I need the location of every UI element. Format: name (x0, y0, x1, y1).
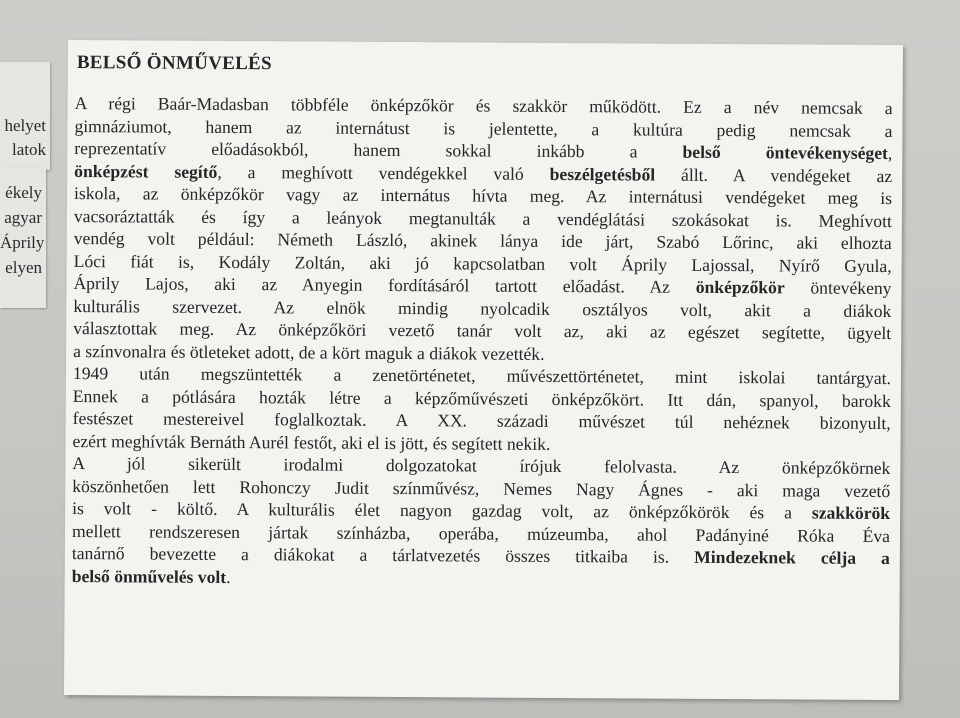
clipping-text-fragment: elyen (5, 258, 42, 277)
text-segment: Ennek a pótlására hozták létre a képzőművészeti önképzőkört. Itt dán, spanyol, barokk (72, 385, 891, 411)
text-segment: választottak meg. Az önképzőköri vezető tanár volt az, aki az egészet segítette, ügyelt (73, 318, 892, 344)
text-segment: Lóci fiát is, Kodály Zoltán, aki jó kapcsolatban volt Áprily Lajossal, Nyírő Gyula, (73, 250, 892, 276)
text-segment: öntevékeny (784, 277, 892, 299)
bold-text-segment: szakkörök (811, 502, 891, 524)
text-segment: mellett rendszeresen jártak színházba, operába, múzeumba, ahol Padányiné Róka Éva (71, 520, 891, 546)
text-segment: vendég volt például: Németh László, akinek lánya ide járt, Szabó Lőrinc, aki elhozta (73, 228, 892, 254)
text-segment: kulturális szervezet. Az elnök mindig nyolcadik osztályos volt, akit a diákok (73, 295, 892, 321)
text-segment: gimnáziumot, hanem az internátust is jelentette, a kultúra pedig nemcsak a (74, 115, 893, 141)
text-segment: ezért meghívták Bernáth Aurél festőt, aki el is jött, és segített nekik. (72, 430, 551, 454)
text-segment: festészet mestereivel foglalkoztak. A XX. századi művészet túl nehéznek bizonyult, (72, 408, 891, 434)
clipping-text-fragment: helyet (4, 116, 46, 135)
bold-text-segment: belső öntevékenységet (682, 141, 888, 164)
clipping-text-fragment: agyar (4, 208, 42, 227)
text-segment: 1949 után megszüntették a zenetörténetet, művészettörténetet, mint iskolai tantárgyat. (72, 363, 892, 389)
text-segment: állt. A vendégeket az (655, 164, 893, 186)
text-segment: A régi Baár-Madasban többféle önképzőkör és szakkör működött. Ez a név nemcsak a (74, 93, 893, 119)
bold-text-segment: önképzőkör (695, 276, 785, 298)
article-title: BELSŐ ÖNMŰVELÉS (76, 52, 273, 75)
text-segment: is volt - költő. A kulturális élet nagyon gazdag volt, az önképzőkörök és a (72, 498, 812, 523)
text-segment: Áprily Lajos, aki az Anyegin fordításáról tartott előadást. Az (73, 273, 696, 297)
text-segment: a színvonalra és ötleteket adott, de a kört maguk a diákok vezették. (73, 340, 545, 364)
text-segment: . (226, 566, 231, 587)
bold-text-segment: beszélgetésből (549, 163, 656, 185)
article-body (72, 92, 893, 592)
bold-text-segment: Mindezeknek célja a (694, 546, 890, 569)
adjacent-clipping-bottom (0, 168, 46, 308)
bold-text-segment: belső önművelés volt (71, 565, 227, 587)
text-segment: köszönhetően lett Rohonczy Judit színművész, Nemes Nagy Ágnes - aki maga vezető (72, 475, 891, 501)
text-segment: , (887, 143, 893, 164)
text-segment: , a meghívott vendégekkel való (217, 161, 550, 184)
text-segment: iskola, az önképzőkör vagy az internátus hívta meg. Az internátusi vendégeket meg is (74, 183, 893, 209)
bold-text-segment: önképzést segítő (74, 160, 218, 182)
clipping-text-fragment: ékely (5, 183, 42, 202)
text-segment: reprezentatív előadásokból, hanem sokkal inkább a (74, 138, 683, 162)
adjacent-clipping-top (0, 62, 50, 170)
clipping-text-fragment: Áprily (0, 233, 45, 252)
text-segment: A jól sikerült irodalmi dolgozatokat írójuk felolvasta. Az önképzőkörnek (72, 453, 891, 479)
text-segment: vacsoráztatták és így a leányok megtanulták a vendéglátási szokásokat is. Meghívott (73, 205, 892, 231)
article-clipping (64, 40, 903, 700)
text-segment: tanárnő bevezette a diákokat a tárlatvezetés összes titkaiba is. (71, 543, 695, 567)
clipping-text-fragment: latok (12, 140, 46, 159)
